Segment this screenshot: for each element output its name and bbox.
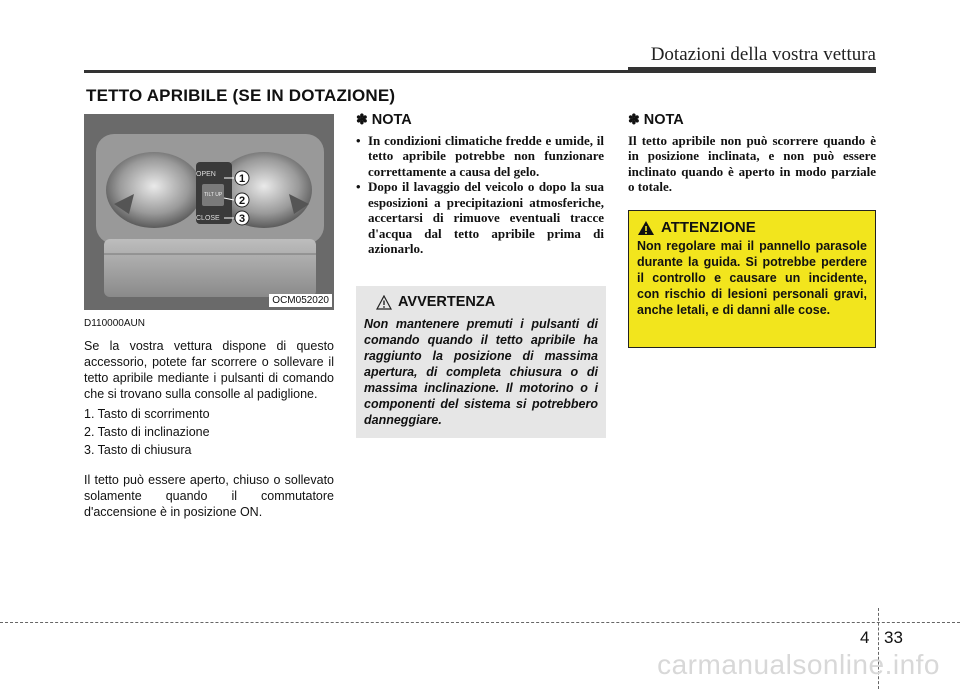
photo-label-close: CLOSE (196, 215, 220, 222)
attenzione-box (628, 210, 876, 348)
asterisk-icon: ✽ (628, 111, 640, 127)
asterisk-icon: ✽ (356, 111, 368, 127)
list-item: 3. Tasto di chiusura (84, 443, 192, 457)
avvertenza-heading (376, 294, 598, 310)
nota-2-title: NOTA (643, 112, 684, 128)
nota-box-2 (628, 112, 876, 195)
header-rule-accent (628, 67, 876, 73)
nota-2-text: Il tetto apribile non può scorrere quando è in posizione inclinata, e non può essere inclinato quando è aperto in modo parziale o totale. (628, 132, 876, 194)
nota-1-heading (356, 112, 604, 129)
left-column (84, 316, 334, 524)
list-item: • In condizioni climatiche fredde e umide, il tetto apribile potrebbe non funzionare correttamente a causa del gelo. (356, 132, 604, 179)
attenzione-heading (637, 219, 867, 236)
avvertenza-title: AVVERTENZA (398, 294, 496, 310)
console-photo (84, 114, 334, 310)
nota-box-1 (356, 112, 604, 257)
header-title: Dotazioni della vostra vettura (650, 44, 876, 65)
callout-2: 2 (238, 195, 246, 207)
warning-triangle-icon (376, 295, 392, 310)
watermark: carmanualsonline.info (657, 649, 940, 680)
avvertenza-box (356, 286, 606, 438)
attenzione-text: Non regolare mai il pannello parasole durante la guida. Si potrebbe perdere il controllo e causare un incidente, con rischio di lesioni personali gravi, anche letali, e di danni alle cose. (637, 239, 867, 317)
footer-line (0, 622, 960, 623)
section-code: D110000AUN (84, 318, 145, 329)
outro-paragraph: Il tetto può essere aperto, chiuso o sollevato solamente quando il commutatore d'accensione è in posizione ON. (84, 473, 334, 519)
chapter-number: 4 (860, 628, 870, 647)
list-item: 1. Tasto di scorrimento (84, 407, 210, 421)
page-number: 33 (884, 628, 903, 647)
button-list (84, 406, 334, 458)
warning-triangle-icon (637, 220, 655, 236)
section-title: TETTO APRIBILE (SE IN DOTAZIONE) (86, 86, 396, 105)
callout-3: 3 (238, 213, 246, 225)
nota-2-heading (628, 112, 876, 129)
intro-paragraph: Se la vostra vettura dispone di questo accessorio, potete far scorrere o sollevare il tetto apribile mediante i pulsanti di comando che si trovano sulla consolle al padiglione. (84, 339, 334, 401)
nota-1-title: NOTA (371, 112, 412, 128)
list-item: 2. Tasto di inclinazione (84, 425, 210, 439)
callout-1: 1 (238, 173, 246, 185)
attenzione-title: ATTENZIONE (661, 219, 756, 236)
photo-label-tilt: TILT UP (204, 192, 223, 198)
list-item: • Dopo il lavaggio del veicolo o dopo la sua esposizioni a precipitazioni atmosferiche, accertarsi di rimuove eventuali tracce d'acqua dal tetto apribile prima di azionarlo. (356, 179, 604, 256)
avvertenza-text: Non mantenere premuti i pulsanti di comando quando il tetto apribile ha raggiunto la posizione di massima apertura, di completa chiusura o di massima inclinazione. Il motorino o i componenti del sistema si potrebbero danneggiare. (364, 317, 598, 427)
photo-label-open: OPEN (196, 171, 216, 178)
photo-code: OCM052020 (269, 294, 332, 307)
